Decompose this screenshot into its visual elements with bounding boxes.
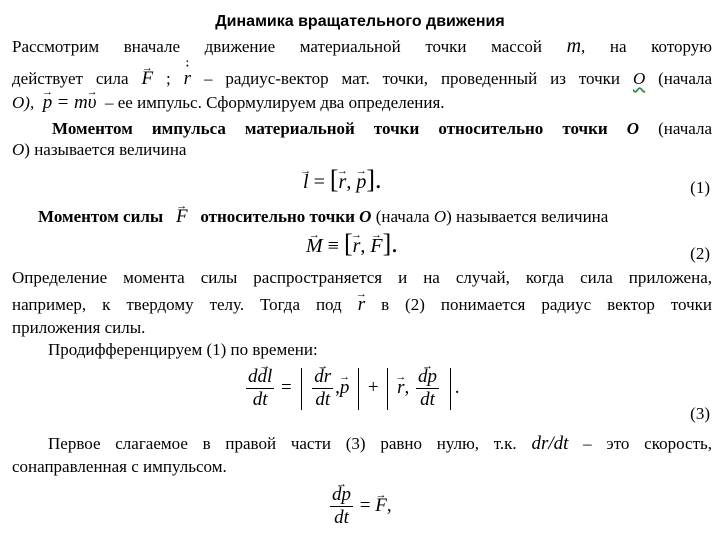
- paragraph-4-line-1: Первое слагаемое в правой части (3) равно нулю, т.к. dr/dt – это скорость,: [48, 433, 713, 454]
- torque-force-symbol: F →: [176, 207, 188, 227]
- equation-2: M → ≡ [r →, F →].: [306, 232, 398, 258]
- paragraph-2-line-2: например, к твердому телу. Тогда под r → в (2) понимается радиус вектор точки: [12, 295, 712, 315]
- eq2-torque: M →: [306, 234, 323, 258]
- paragraph-1-line-1: Рассмотрим вначале движение материальной точки массой m, на которую: [12, 35, 712, 57]
- force-vector-symbol: F →: [141, 69, 153, 89]
- origin-point-symbol: O: [632, 69, 646, 88]
- equation-3-number: (3): [690, 404, 710, 423]
- momentum-vector-symbol: p →: [43, 93, 53, 113]
- paragraph-4-line-2: сонаправленная с импульсом.: [12, 457, 227, 476]
- paragraph-2-line-3: приложения силы.: [12, 318, 146, 337]
- paragraph-1-line-3: O), p → = mυ → – ее импульс. Сформулируем два определения.: [12, 93, 445, 113]
- eq1-angular-momentum: l →: [303, 170, 309, 194]
- dr-dt-inline: dr/dt: [531, 433, 569, 454]
- page-title: Динамика вращательного движения: [215, 13, 505, 30]
- equation-3: $\frac{\text{ddl →}}{dt}$ = $\frac{dr \to}{dt}$ ,p → + r →, $\frac{dp \to}{dt}$ .: [244, 366, 460, 411]
- equation-1: l → = [r →, p →].: [303, 168, 381, 194]
- paragraph-1-line-2: действует сила F → ; · r · – радиус-вектор мат. точки, проведенный из точки O (начала: [12, 69, 712, 89]
- definition-torque: Моментом силы F → относительно точки O (начала O) называется величина: [38, 207, 608, 227]
- velocity-r-dot-symbol: · r ·: [184, 69, 191, 89]
- velocity-vector-symbol: υ →: [88, 93, 97, 113]
- eq3-dl-dt: $\frac{\text{ddl →}}{dt}$: [246, 366, 274, 411]
- paragraph-3: Продифференцируем (1) по времени:: [48, 340, 318, 359]
- eq3-dp-dt: $\frac{dp \to}{dt}$: [416, 366, 439, 411]
- definition-angular-momentum-line-2: O) называется величина: [12, 140, 187, 159]
- equation-4: $\frac{dp \to}{dt}$ = F →,: [328, 484, 392, 529]
- equation-1-number: (1): [690, 178, 710, 197]
- paragraph-2-line-1: Определение момента силы распространяется и на случай, когда сила приложена,: [12, 268, 712, 287]
- radius-vector-symbol: r →: [358, 295, 365, 315]
- mass-symbol: m: [566, 35, 582, 57]
- definition-angular-momentum-line-1: Моментом импульса материальной точки относительно точки O (начала: [52, 119, 712, 138]
- equation-2-number: (2): [690, 244, 710, 263]
- eq4-dp-dt: $\frac{dp \to}{dt}$: [330, 484, 353, 529]
- eq3-dr-dt: $\frac{dr \to}{dt}$: [312, 366, 333, 411]
